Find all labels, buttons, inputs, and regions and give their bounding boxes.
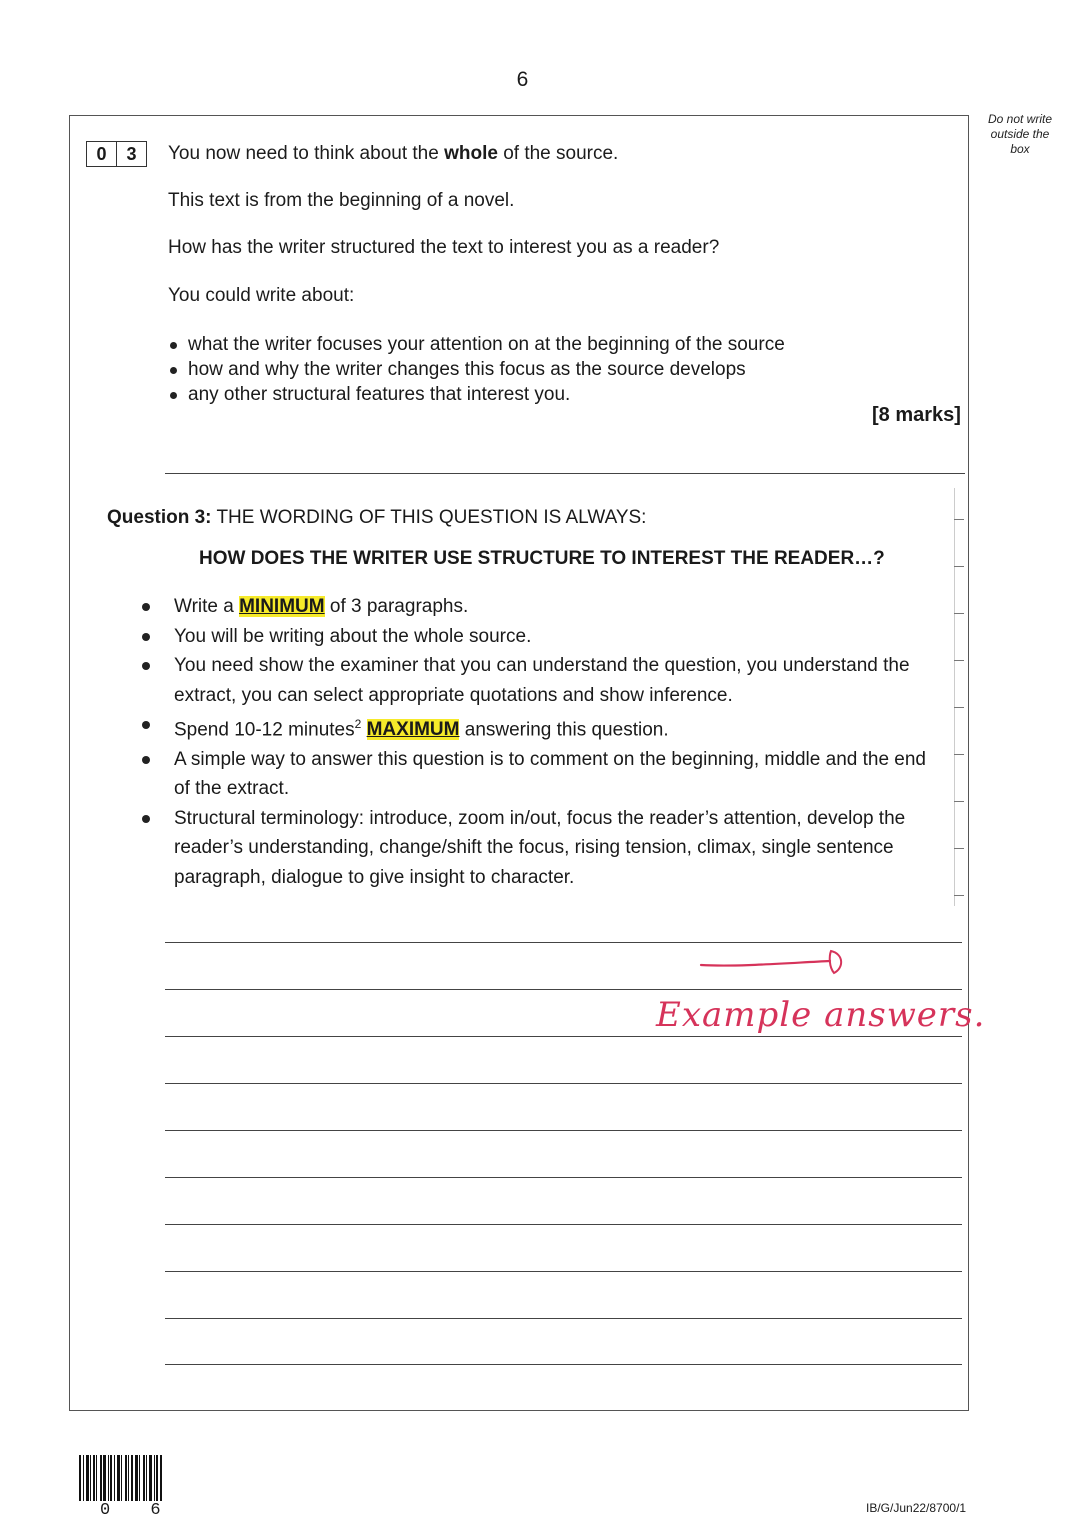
note-item: You need show the examiner that you can understand the question, you understand the extract, you can select appropriate quotations and show inference.: [140, 651, 930, 710]
tick-mark: [954, 566, 964, 567]
question-context: This text is from the beginning of a novel.: [168, 190, 515, 211]
note-item: You will be writing about the whole source.: [140, 622, 930, 652]
tick-mark: [954, 895, 964, 896]
arrow-icon: [698, 948, 848, 978]
question-bullet: what the writer focuses your attention on at the beginning of the source: [168, 332, 785, 357]
barcode: [79, 1455, 176, 1501]
tick-mark: [954, 660, 964, 661]
tick-mark: [954, 707, 964, 708]
answer-line[interactable]: [165, 473, 965, 474]
page-number: 6: [516, 68, 529, 91]
note-title-bold: Question 3:: [107, 507, 212, 528]
tick-mark: [954, 801, 964, 802]
tick-mark: [954, 754, 964, 755]
note-edge: [954, 488, 955, 906]
note-item: Spend 10-12 minutes$^2$ MAXIMUM answering this question.: [140, 710, 930, 745]
answer-line[interactable]: [165, 1177, 962, 1178]
question-bullets: [168, 332, 785, 407]
answer-line[interactable]: [165, 1224, 962, 1225]
answer-line[interactable]: [165, 1036, 962, 1037]
answer-line[interactable]: [165, 1083, 962, 1084]
highlight-maximum: MAXIMUM: [366, 719, 460, 741]
could-write-label: You could write about:: [168, 285, 355, 306]
question-number-box: [86, 141, 147, 167]
question-prompt: How has the writer structured the text to interest you as a reader?: [168, 237, 720, 258]
answer-line[interactable]: [165, 942, 962, 943]
answer-line[interactable]: [165, 1130, 962, 1131]
tick-mark: [954, 848, 964, 849]
question-number-digit: 0: [96, 143, 107, 164]
barcode-number: 0 6: [100, 1501, 176, 1520]
highlight-minimum: MINIMUM: [239, 596, 325, 617]
margin-note: Do not write outside the box: [987, 112, 1053, 156]
question-intro-prefix: You now need to think about the: [168, 143, 445, 164]
question-number-digit: 3: [116, 142, 146, 166]
note-item: Structural terminology: introduce, zoom in/out, focus the reader’s attention, develop the reader’s understanding, change/shift the focus, rising tension, climax, single sentence paragraph, dialogue to give insight to character.: [140, 804, 930, 893]
answer-line[interactable]: [165, 989, 962, 990]
note-list: [140, 592, 930, 892]
question-bullet: how and why the writer changes this focus as the source develops: [168, 357, 785, 382]
note-title: [107, 507, 646, 529]
note-subtitle: HOW DOES THE WRITER USE STRUCTURE TO INTEREST THE READER…?: [199, 548, 885, 569]
answer-line[interactable]: [165, 1364, 962, 1365]
tick-mark: [954, 613, 964, 614]
question-intro: [168, 143, 618, 165]
note-item: A simple way to answer this question is to comment on the beginning, middle and the end of the extract.: [140, 745, 930, 804]
footer-code: IB/G/Jun22/8700/1: [866, 1501, 967, 1515]
tick-mark: [954, 519, 964, 520]
question-intro-bold: whole: [444, 143, 498, 164]
marks-label: [8 marks]: [872, 404, 961, 426]
answer-line[interactable]: [165, 1318, 962, 1319]
question-bullet: any other structural features that interest you.: [168, 382, 785, 407]
note-title-rest: THE WORDING OF THIS QUESTION IS ALWAYS:: [211, 507, 647, 528]
answer-line[interactable]: [165, 1271, 962, 1272]
handwritten-annotation: Example answers.: [656, 995, 986, 1035]
note-item: Write a MINIMUM of 3 paragraphs.: [140, 592, 930, 622]
question-intro-suffix: of the source.: [497, 143, 619, 164]
